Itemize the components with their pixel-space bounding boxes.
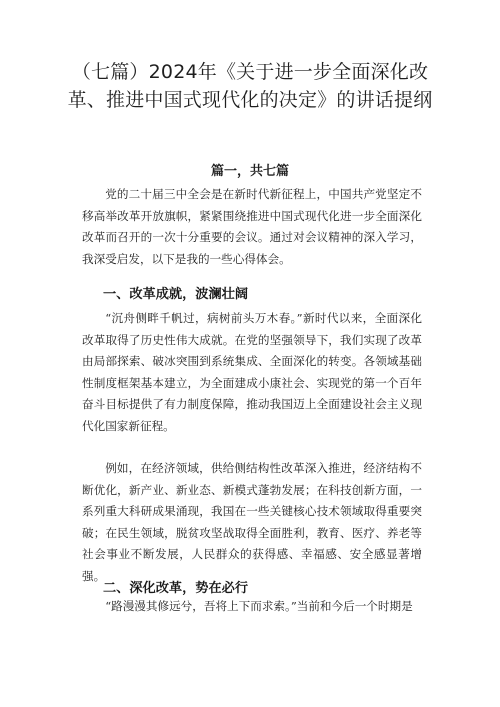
intro-paragraph: 党的二十届三中全会是在新时代新征程上，中国共产党坚定不移高举改革开放旗帜，紧紧围绕推进中国式现代化进一步全面深化改革而召开的一次十分重要的会议。通过对会议精神的深入学习，我深受启发，以下是我的一些心得体会。 xyxy=(82,187,422,266)
section1-paragraph-1: “沉舟侧畔千帆过，病树前头万木春。”新时代以来，全面深化改革取得了历史性伟大成就。在党的坚强领导下，我们实现了改革由局部探索、破冰突围到系统集成、全面深化的转变。各领域基础性制度框架基本建立，为全面建成小康社会、实现党的第一个百年奋斗目标提供了有力制度保障，推动我国迈上全面建设社会主义现代化国家新征程。 xyxy=(82,311,422,433)
part-title: 篇一，共七篇 xyxy=(210,164,289,179)
document-title: （七篇）2024年《关于进一步全面深化改革、推进中国式现代化的决定》的讲话提纲 xyxy=(67,61,433,111)
section-heading-2: 二、深化改革，势在必行 xyxy=(103,581,249,596)
section2-paragraph-1: “路漫漫其修远兮，吾将上下而求索。”当前和今后一个时期是 xyxy=(105,599,413,613)
section1-paragraph-2: 例如，在经济领域，供给侧结构性改革深入推进，经济结构不断优化，新产业、新业态、新模式蓬勃发展；在科技创新方面，一系列重大科研成果涌现，我国在一些关键核心技术领域取得重要突破；在民生领域，脱贫攻坚战取得全面胜利，教育、医疗、养老等社会事业不断发展，人民群众的获得感、幸福感、安全感显著增强。 xyxy=(82,461,422,583)
section-heading-1: 一、改革成就，波澜壮阔 xyxy=(103,287,249,302)
